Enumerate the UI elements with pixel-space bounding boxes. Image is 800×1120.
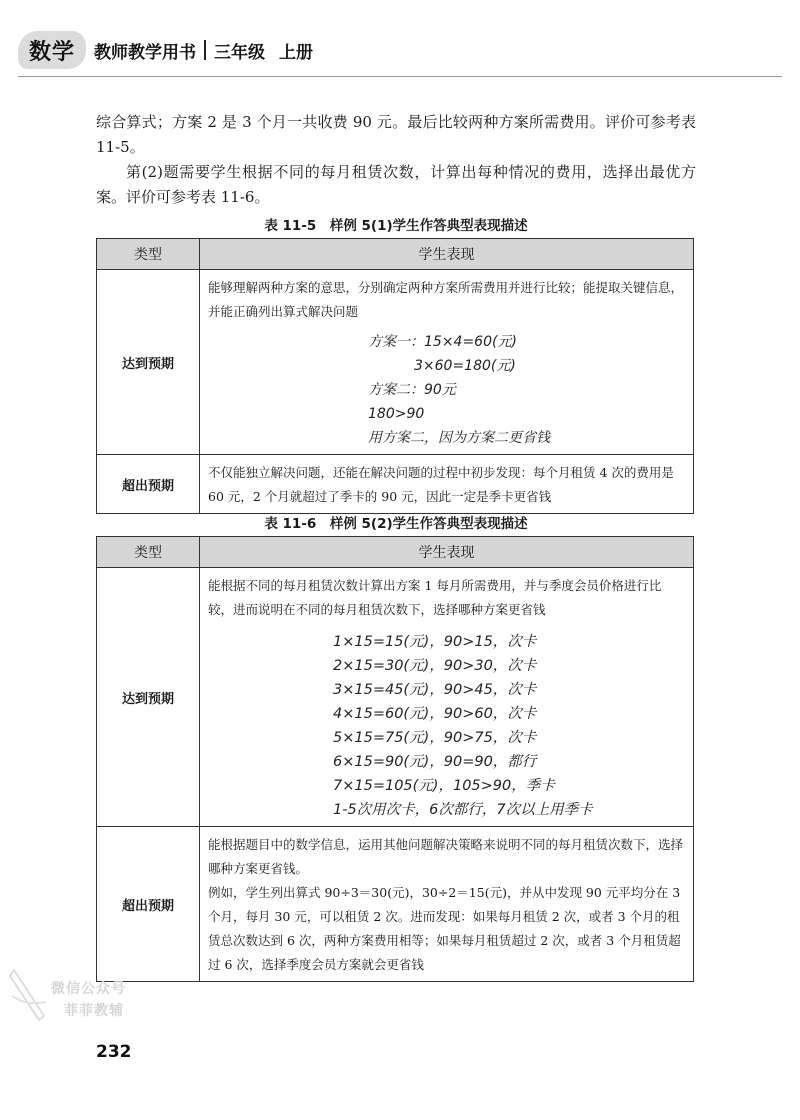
handwriting-line: 3×15=45(元)，90>45，次卡	[333, 682, 537, 698]
watermark	[6, 966, 166, 1026]
table-header-row	[97, 239, 694, 270]
table-row	[97, 827, 694, 982]
header-type: 类型	[97, 537, 200, 568]
header-rule	[18, 76, 782, 77]
handwriting-line: 180>90	[368, 406, 425, 422]
row-type: 达到预期	[97, 568, 200, 827]
handwriting-line: 用方案二，因为方案二更省钱	[368, 430, 550, 446]
handwriting-line: 4×15=60(元)，90>60，次卡	[333, 706, 537, 722]
handwriting-line: 7×15=105(元)，105>90，季卡	[333, 778, 555, 794]
paragraph-1: 综合算式；方案 2 是 3 个月一共收费 90 元。最后比较两种方案所需费用。评价可参考表 11-5。	[96, 113, 696, 156]
table-row	[97, 455, 694, 514]
row-performance	[200, 568, 694, 827]
paragraph-2: 第(2)题需要学生根据不同的每月租赁次数，计算出每种情况的费用，选择出最优方案。评价可参考表 11-6。	[96, 163, 696, 206]
handwriting-line: 方案一：15×4=60(元)	[368, 334, 517, 350]
handwriting-line: 3×60=180(元)	[414, 358, 516, 374]
row-type: 超出预期	[97, 455, 200, 514]
handwriting-line: 2×15=30(元)，90>30，次卡	[333, 658, 537, 674]
watermark-line-2: 菲菲教辅	[64, 1003, 124, 1019]
row-performance: 不仅能独立解决问题，还能在解决问题的过程中初步发现：每个月租赁 4 次的费用是 60 元，2 个月就超过了季卡的 90 元，因此一定是季卡更省钱	[200, 455, 694, 514]
logo-text: 数学	[28, 39, 75, 65]
page-number: 232	[96, 1042, 132, 1062]
table-11-6	[96, 536, 694, 982]
row-type: 达到预期	[97, 270, 200, 455]
pen-icon	[6, 966, 54, 1026]
performance-text: 能根据题目中的数学信息，运用其他问题解决策略来说明不同的每月租赁次数下，选择哪种方案更省钱。	[208, 837, 684, 876]
handwriting-line: 1×15=15(元)，90>15，次卡	[333, 634, 537, 650]
book-title: 教师教学用书	[94, 42, 196, 63]
watermark-line-1: 微信公众号	[51, 981, 126, 997]
grade-label: 三年级	[214, 42, 265, 63]
handwriting-line: 6×15=90(元)，90=90，都行	[333, 754, 537, 770]
header-type: 类型	[97, 239, 200, 270]
performance-text: 例如，学生列出算式 90÷3＝30(元)，30÷2＝15(元)，并从中发现 90 元平均分在 3 个月，每月 30 元，可以租赁 2 次。进而发现：如果每月租赁 2 次，或者 3 个月的租赁总次数达到 6 次，两种方案费用相等；如果每月租赁超过 2 次，或者 3 个月租赁超过 6 次，选择季度会员方案就会更省钱	[208, 885, 681, 972]
table-1-caption: 表 11-5 样例 5(1)学生作答典型表现描述	[264, 218, 528, 234]
row-performance	[200, 270, 694, 455]
header-divider	[204, 40, 206, 60]
handwritten-answer	[208, 324, 685, 450]
row-type: 超出预期	[97, 827, 200, 982]
handwriting-line: 方案二：90元	[368, 382, 456, 398]
table-row	[97, 568, 694, 827]
performance-text: 能够理解两种方案的意思，分别确定两种方案所需费用并进行比较；能提取关键信息，并能正确列出算式解决问题	[208, 280, 684, 319]
page-header	[18, 30, 782, 70]
performance-text: 能根据不同的每月租赁次数计算出方案 1 每月所需费用，并与季度会员价格进行比较，进而说明在不同的每月租赁次数下，选择哪种方案更省钱	[208, 578, 662, 617]
row-performance	[200, 827, 694, 982]
table-header-row	[97, 537, 694, 568]
header-title	[94, 38, 313, 63]
header-performance: 学生表现	[200, 537, 694, 568]
header-performance: 学生表现	[200, 239, 694, 270]
volume-label: 上册	[279, 42, 313, 63]
table-2-caption: 表 11-6 样例 5(2)学生作答典型表现描述	[264, 516, 528, 532]
handwritten-answer	[208, 622, 685, 822]
table-row	[97, 270, 694, 455]
handwriting-line: 5×15=75(元)，90>75，次卡	[333, 730, 537, 746]
math-logo	[18, 31, 86, 69]
handwriting-line: 1-5次用次卡，6次都行，7次以上用季卡	[333, 802, 593, 818]
table-11-5	[96, 238, 694, 514]
